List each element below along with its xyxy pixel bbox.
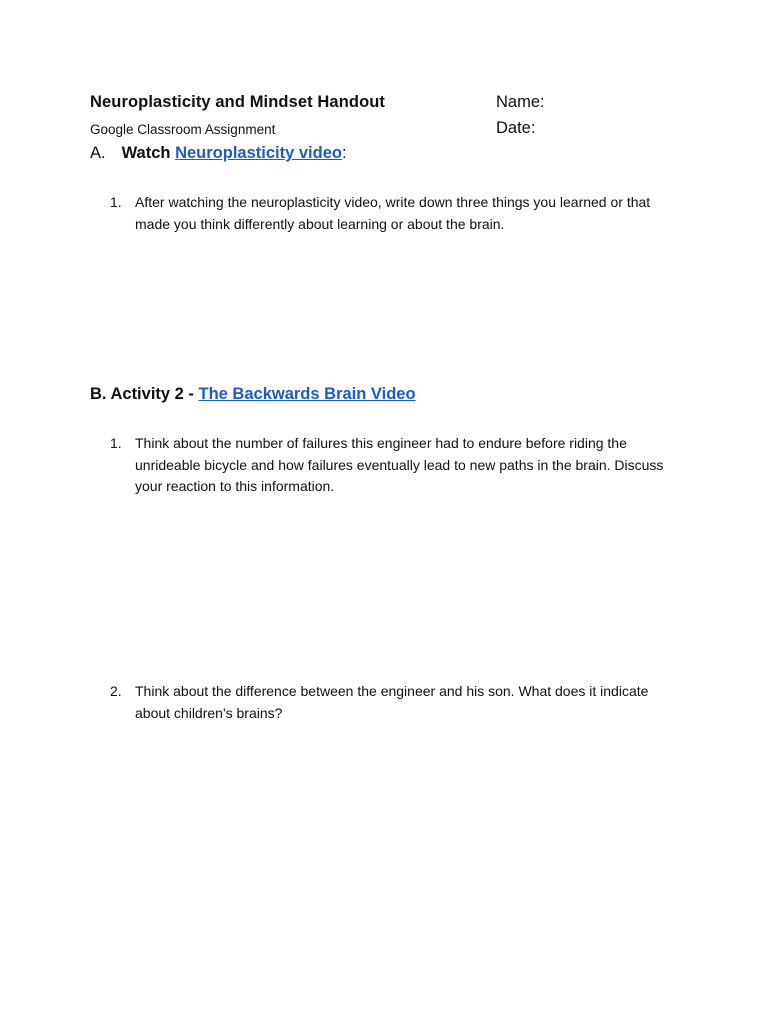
section-a-heading [90,144,347,163]
name-label: Name: [496,93,545,111]
handout-title: Neuroplasticity and Mindset Handout [90,93,386,111]
section-a-watch-text: Watch [121,144,171,162]
date-label: Date: [496,119,536,137]
list-item [110,192,670,235]
list-item-number: 1. [110,435,122,451]
section-a-label: A. [90,144,106,162]
assignment-subtitle: Google Classroom Assignment [90,122,276,137]
list-item [110,681,670,724]
section-b-prefix: B. Activity 2 - [90,385,194,403]
list-item-text: After watching the neuroplasticity video, write down three things you learned or that made you think differently about learning or about the brain. [135,194,651,232]
section-b-heading [90,385,416,404]
list-item-text: Think about the difference between the engineer and his son. What does it indicate about children's brains? [135,683,649,721]
list-item-number: 2. [110,683,122,699]
neuroplasticity-video-link[interactable]: Neuroplasticity video [175,144,342,162]
section-a-colon: : [341,144,347,162]
backwards-brain-video-link[interactable]: The Backwards Brain Video [198,385,416,403]
list-item-number: 1. [110,194,122,210]
list-item-text: Think about the number of failures this engineer had to endure before riding the unrideable bicycle and how failures eventually lead to new paths in the brain. Discuss your reaction to this information. [135,435,664,494]
list-item [110,433,670,498]
